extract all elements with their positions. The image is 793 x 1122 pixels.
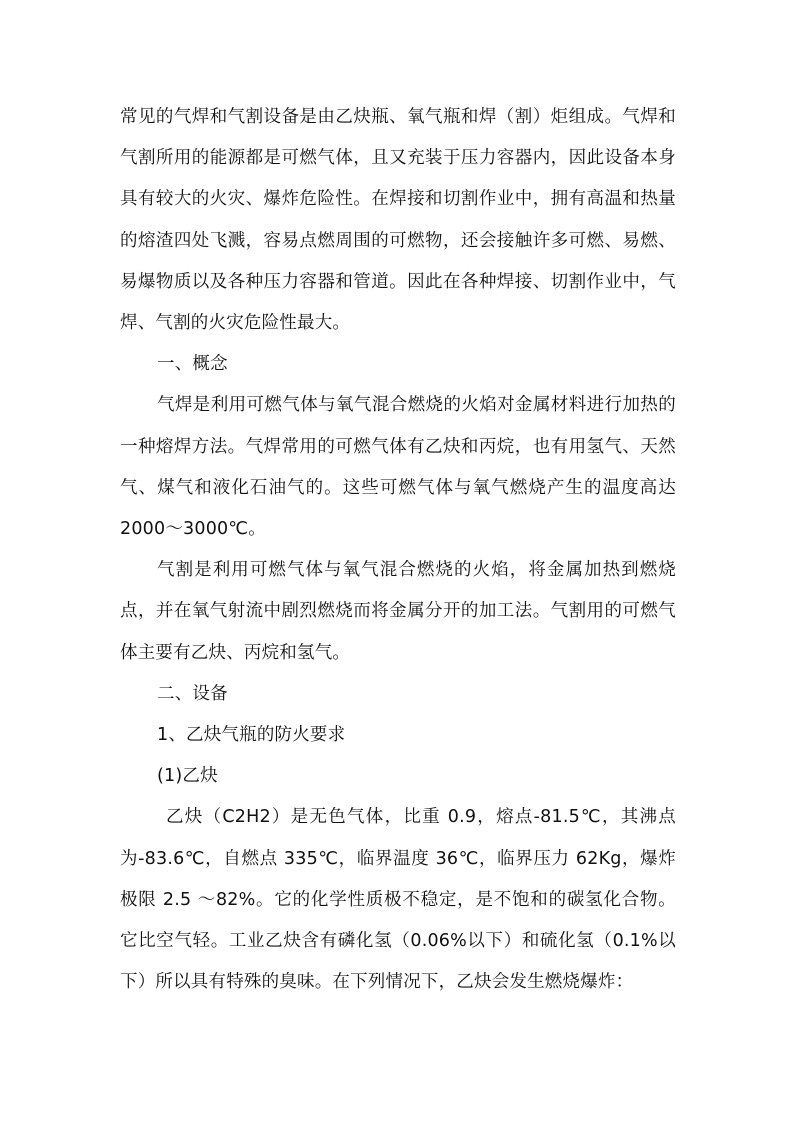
section-heading-equipment: 二、设备 — [157, 683, 228, 704]
subsection-heading-cylinder: 1、乙炔气瓶的防火要求 — [157, 725, 346, 746]
gas-welding-paragraph: 气焊是利用可燃气体与氧气混合燃烧的火焰对金属材料进行加热的一种熔焊方法。气焊常用的可燃气体有乙炔和丙烷，也有用氢气、天然气、煤气和液化石油气的。这些可燃气体与氧气燃烧产生的温度高达 2000～3000℃。 — [120, 395, 676, 540]
section-heading-concept: 一、概念 — [157, 354, 228, 375]
acetylene-paragraph: 乙炔（C2H2）是无色气体，比重 0.9，熔点-81.5℃，其沸点为-83.6℃，自燃点 335℃，临界温度 36℃，临界压力 62Kg，爆炸极限 2.5 ～82%。它的化学性质极不稳定，是不饱和的碳氢化合物。它比空气轻。工业乙炔含有磷化氢（0.06%以下）和硫化氢（0.1%以下）所以具有特殊的臭味。在下列情况下，乙炔会发生燃烧爆炸： — [120, 807, 676, 993]
gas-cutting-paragraph: 气割是利用可燃气体与氧气混合燃烧的火焰，将金属加热到燃烧点，并在氧气射流中剧烈燃烧而将金属分开的加工法。气割用的可燃气体主要有乙炔、丙烷和氢气。 — [120, 560, 676, 663]
subsection-heading-acetylene: (1)乙炔 — [157, 766, 218, 787]
document-page — [120, 97, 676, 1003]
intro-paragraph: 常见的气焊和气割设备是由乙炔瓶、氧气瓶和焊（割）炬组成。气焊和气割所用的能源都是可燃气体，且又充装于压力容器内，因此设备本身具有较大的火灾、爆炸危险性。在焊接和切割作业中，拥有高温和热量的熔渣四处飞溅，容易点燃周围的可燃物，还会接触许多可燃、易燃、易爆物质以及各种压力容器和管道。因此在各种焊接、切割作业中，气焊、气割的火灾危险性最大。 — [120, 107, 676, 334]
